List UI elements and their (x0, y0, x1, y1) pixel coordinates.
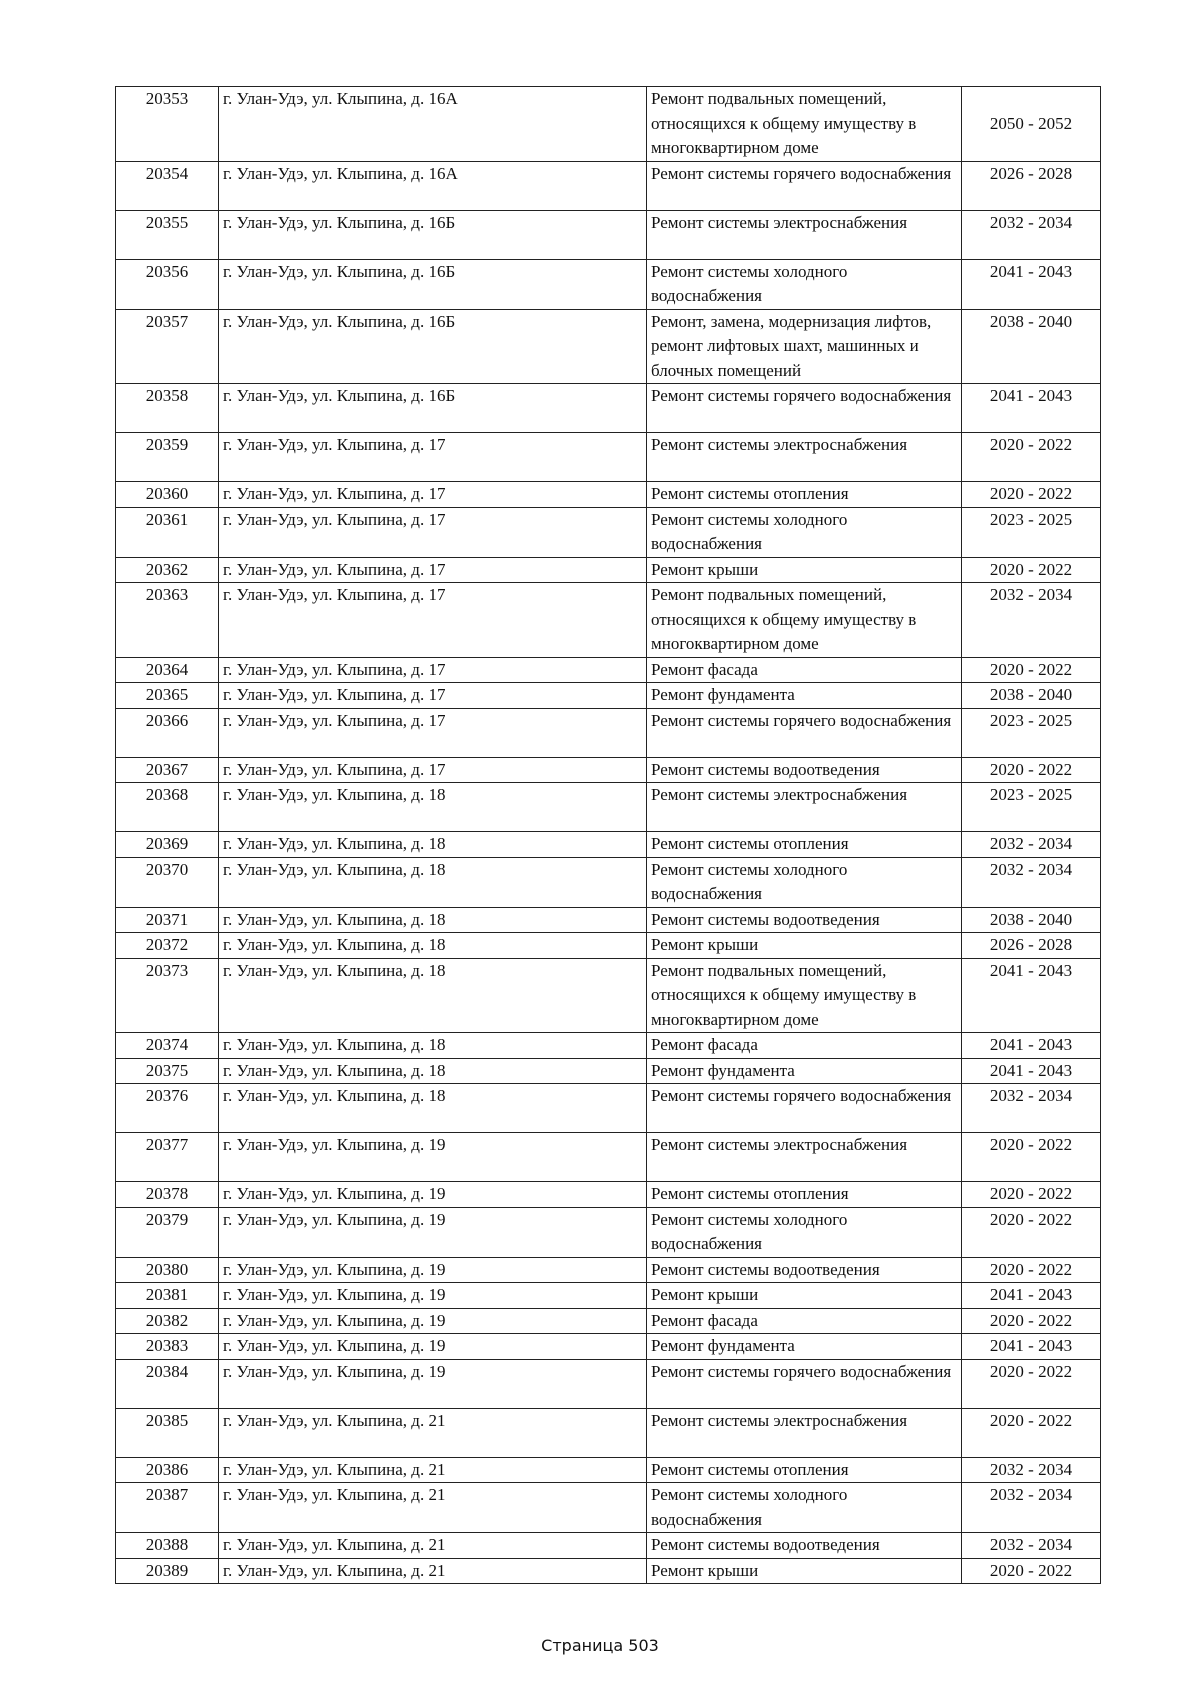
row-work-type: Ремонт системы холодного водоснабжения (647, 259, 962, 309)
row-years: 2032 - 2034 (962, 583, 1101, 658)
row-address: г. Улан-Удэ, ул. Клыпина, д. 19 (219, 1359, 647, 1408)
row-number: 20387 (116, 1483, 219, 1533)
row-address: г. Улан-Удэ, ул. Клыпина, д. 19 (219, 1334, 647, 1360)
row-years: 2020 - 2022 (962, 1359, 1101, 1408)
row-number: 20371 (116, 907, 219, 933)
row-number: 20386 (116, 1457, 219, 1483)
row-years: 2038 - 2040 (962, 683, 1101, 709)
table-row (116, 1283, 1101, 1309)
row-years: 2020 - 2022 (962, 1308, 1101, 1334)
table-row (116, 933, 1101, 959)
row-work-type: Ремонт системы горячего водоснабжения (647, 161, 962, 210)
row-years: 2032 - 2034 (962, 1533, 1101, 1559)
row-work-type: Ремонт системы холодного водоснабжения (647, 857, 962, 907)
table-row (116, 1533, 1101, 1559)
row-work-type: Ремонт системы холодного водоснабжения (647, 1483, 962, 1533)
row-number: 20376 (116, 1084, 219, 1133)
row-years: 2020 - 2022 (962, 1558, 1101, 1584)
row-years: 2020 - 2022 (962, 657, 1101, 683)
row-address: г. Улан-Удэ, ул. Клыпина, д. 17 (219, 583, 647, 658)
table-row (116, 757, 1101, 783)
row-number: 20370 (116, 857, 219, 907)
row-address: г. Улан-Удэ, ул. Клыпина, д. 18 (219, 1058, 647, 1084)
row-number: 20380 (116, 1257, 219, 1283)
row-number: 20361 (116, 507, 219, 557)
table-row (116, 433, 1101, 482)
row-work-type: Ремонт системы водоотведения (647, 1533, 962, 1559)
row-address: г. Улан-Удэ, ул. Клыпина, д. 19 (219, 1283, 647, 1309)
row-work-type: Ремонт системы водоотведения (647, 907, 962, 933)
row-work-type: Ремонт системы холодного водоснабжения (647, 507, 962, 557)
row-address: г. Улан-Удэ, ул. Клыпина, д. 21 (219, 1558, 647, 1584)
row-number: 20373 (116, 958, 219, 1033)
row-number: 20381 (116, 1283, 219, 1309)
row-number: 20358 (116, 384, 219, 433)
row-address: г. Улан-Удэ, ул. Клыпина, д. 17 (219, 708, 647, 757)
row-address: г. Улан-Удэ, ул. Клыпина, д. 19 (219, 1308, 647, 1334)
row-years: 2020 - 2022 (962, 1207, 1101, 1257)
row-work-type: Ремонт системы горячего водоснабжения (647, 1359, 962, 1408)
row-address: г. Улан-Удэ, ул. Клыпина, д. 21 (219, 1408, 647, 1457)
row-number: 20357 (116, 309, 219, 384)
table-row (116, 1558, 1101, 1584)
row-number: 20353 (116, 87, 219, 162)
row-work-type: Ремонт фасада (647, 1308, 962, 1334)
table-row (116, 1408, 1101, 1457)
row-years: 2041 - 2043 (962, 958, 1101, 1033)
row-address: г. Улан-Удэ, ул. Клыпина, д. 18 (219, 832, 647, 858)
row-address: г. Улан-Удэ, ул. Клыпина, д. 17 (219, 482, 647, 508)
table-row (116, 857, 1101, 907)
row-address: г. Улан-Удэ, ул. Клыпина, д. 19 (219, 1207, 647, 1257)
row-address: г. Улан-Удэ, ул. Клыпина, д. 18 (219, 1084, 647, 1133)
row-work-type: Ремонт фундамента (647, 683, 962, 709)
row-address: г. Улан-Удэ, ул. Клыпина, д. 18 (219, 783, 647, 832)
row-work-type: Ремонт системы электроснабжения (647, 433, 962, 482)
row-address: г. Улан-Удэ, ул. Клыпина, д. 16Б (219, 309, 647, 384)
row-work-type: Ремонт крыши (647, 933, 962, 959)
table-row (116, 1084, 1101, 1133)
table-row (116, 907, 1101, 933)
row-number: 20369 (116, 832, 219, 858)
table-row (116, 557, 1101, 583)
row-years: 2032 - 2034 (962, 832, 1101, 858)
row-number: 20378 (116, 1182, 219, 1208)
row-years: 2032 - 2034 (962, 857, 1101, 907)
row-number: 20367 (116, 757, 219, 783)
row-address: г. Улан-Удэ, ул. Клыпина, д. 17 (219, 657, 647, 683)
row-years: 2026 - 2028 (962, 161, 1101, 210)
row-years: 2023 - 2025 (962, 708, 1101, 757)
table-row (116, 783, 1101, 832)
table-row (116, 507, 1101, 557)
row-address: г. Улан-Удэ, ул. Клыпина, д. 17 (219, 683, 647, 709)
row-years: 2020 - 2022 (962, 1182, 1101, 1208)
row-years: 2041 - 2043 (962, 1033, 1101, 1059)
row-address: г. Улан-Удэ, ул. Клыпина, д. 18 (219, 958, 647, 1033)
table-row (116, 309, 1101, 384)
table-row (116, 87, 1101, 162)
row-address: г. Улан-Удэ, ул. Клыпина, д. 18 (219, 857, 647, 907)
row-address: г. Улан-Удэ, ул. Клыпина, д. 18 (219, 1033, 647, 1059)
table-row (116, 958, 1101, 1033)
row-number: 20385 (116, 1408, 219, 1457)
row-number: 20372 (116, 933, 219, 959)
table-row (116, 210, 1101, 259)
row-years: 2041 - 2043 (962, 1283, 1101, 1309)
row-years: 2020 - 2022 (962, 1257, 1101, 1283)
row-number: 20377 (116, 1133, 219, 1182)
row-work-type: Ремонт системы горячего водоснабжения (647, 384, 962, 433)
row-work-type: Ремонт системы горячего водоснабжения (647, 708, 962, 757)
row-work-type: Ремонт фундамента (647, 1058, 962, 1084)
row-number: 20368 (116, 783, 219, 832)
row-years: 2020 - 2022 (962, 557, 1101, 583)
row-number: 20359 (116, 433, 219, 482)
row-work-type: Ремонт системы отопления (647, 482, 962, 508)
table-row (116, 1133, 1101, 1182)
row-years: 2032 - 2034 (962, 1457, 1101, 1483)
row-number: 20366 (116, 708, 219, 757)
row-number: 20379 (116, 1207, 219, 1257)
row-work-type: Ремонт подвальных помещений, относящихся к общему имуществу в многоквартирном доме (647, 583, 962, 658)
row-years: 2041 - 2043 (962, 1334, 1101, 1360)
row-years: 2032 - 2034 (962, 1483, 1101, 1533)
table-row (116, 708, 1101, 757)
row-address: г. Улан-Удэ, ул. Клыпина, д. 21 (219, 1457, 647, 1483)
row-work-type: Ремонт системы электроснабжения (647, 783, 962, 832)
table-row (116, 1359, 1101, 1408)
row-number: 20362 (116, 557, 219, 583)
row-work-type: Ремонт системы холодного водоснабжения (647, 1207, 962, 1257)
row-number: 20360 (116, 482, 219, 508)
row-years: 2020 - 2022 (962, 1408, 1101, 1457)
row-work-type: Ремонт крыши (647, 1283, 962, 1309)
row-years: 2038 - 2040 (962, 309, 1101, 384)
row-years: 2023 - 2025 (962, 507, 1101, 557)
row-work-type: Ремонт подвальных помещений, относящихся к общему имуществу в многоквартирном доме (647, 87, 962, 162)
row-years: 2041 - 2043 (962, 384, 1101, 433)
row-number: 20355 (116, 210, 219, 259)
row-years: 2020 - 2022 (962, 433, 1101, 482)
row-address: г. Улан-Удэ, ул. Клыпина, д. 17 (219, 507, 647, 557)
row-work-type: Ремонт системы отопления (647, 1182, 962, 1208)
row-number: 20383 (116, 1334, 219, 1360)
row-address: г. Улан-Удэ, ул. Клыпина, д. 19 (219, 1133, 647, 1182)
table-row (116, 1033, 1101, 1059)
row-years: 2038 - 2040 (962, 907, 1101, 933)
row-work-type: Ремонт системы отопления (647, 832, 962, 858)
row-work-type: Ремонт фасада (647, 1033, 962, 1059)
row-work-type: Ремонт системы отопления (647, 1457, 962, 1483)
row-years: 2041 - 2043 (962, 1058, 1101, 1084)
row-number: 20382 (116, 1308, 219, 1334)
table-row (116, 259, 1101, 309)
table-row (116, 384, 1101, 433)
table-row (116, 161, 1101, 210)
row-address: г. Улан-Удэ, ул. Клыпина, д. 16Б (219, 259, 647, 309)
row-address: г. Улан-Удэ, ул. Клыпина, д. 21 (219, 1533, 647, 1559)
row-address: г. Улан-Удэ, ул. Клыпина, д. 17 (219, 433, 647, 482)
table-row (116, 1257, 1101, 1283)
row-number: 20375 (116, 1058, 219, 1084)
row-address: г. Улан-Удэ, ул. Клыпина, д. 19 (219, 1182, 647, 1208)
row-years: 2041 - 2043 (962, 259, 1101, 309)
row-years: 2050 - 2052 (962, 87, 1101, 162)
row-number: 20389 (116, 1558, 219, 1584)
row-number: 20363 (116, 583, 219, 658)
row-number: 20384 (116, 1359, 219, 1408)
row-number: 20388 (116, 1533, 219, 1559)
row-work-type: Ремонт системы электроснабжения (647, 210, 962, 259)
row-address: г. Улан-Удэ, ул. Клыпина, д. 18 (219, 933, 647, 959)
row-years: 2032 - 2034 (962, 1084, 1101, 1133)
row-work-type: Ремонт системы водоотведения (647, 1257, 962, 1283)
table-row (116, 657, 1101, 683)
row-address: г. Улан-Удэ, ул. Клыпина, д. 17 (219, 757, 647, 783)
row-years: 2032 - 2034 (962, 210, 1101, 259)
row-work-type: Ремонт фасада (647, 657, 962, 683)
row-number: 20354 (116, 161, 219, 210)
page-number: Страница 503 (541, 1636, 659, 1655)
table-row (116, 1308, 1101, 1334)
row-number: 20356 (116, 259, 219, 309)
table-row (116, 482, 1101, 508)
table-row (116, 1058, 1101, 1084)
row-work-type: Ремонт системы электроснабжения (647, 1408, 962, 1457)
row-address: г. Улан-Удэ, ул. Клыпина, д. 19 (219, 1257, 647, 1283)
row-number: 20374 (116, 1033, 219, 1059)
row-work-type: Ремонт подвальных помещений, относящихся к общему имуществу в многоквартирном доме (647, 958, 962, 1033)
row-years: 2020 - 2022 (962, 482, 1101, 508)
table-body (116, 87, 1101, 1584)
row-years: 2026 - 2028 (962, 933, 1101, 959)
row-address: г. Улан-Удэ, ул. Клыпина, д. 16Б (219, 384, 647, 433)
row-address: г. Улан-Удэ, ул. Клыпина, д. 16А (219, 161, 647, 210)
table-row (116, 583, 1101, 658)
table-row (116, 1334, 1101, 1360)
row-work-type: Ремонт крыши (647, 1558, 962, 1584)
row-years: 2023 - 2025 (962, 783, 1101, 832)
row-work-type: Ремонт системы горячего водоснабжения (647, 1084, 962, 1133)
row-address: г. Улан-Удэ, ул. Клыпина, д. 18 (219, 907, 647, 933)
row-number: 20365 (116, 683, 219, 709)
row-years: 2020 - 2022 (962, 757, 1101, 783)
row-address: г. Улан-Удэ, ул. Клыпина, д. 16Б (219, 210, 647, 259)
repair-schedule-table (115, 86, 1101, 1584)
row-work-type: Ремонт системы водоотведения (647, 757, 962, 783)
row-work-type: Ремонт, замена, модернизация лифтов, ремонт лифтовых шахт, машинных и блочных помещений (647, 309, 962, 384)
table-row (116, 1207, 1101, 1257)
row-address: г. Улан-Удэ, ул. Клыпина, д. 16А (219, 87, 647, 162)
row-address: г. Улан-Удэ, ул. Клыпина, д. 21 (219, 1483, 647, 1533)
table-row (116, 683, 1101, 709)
table-row (116, 1457, 1101, 1483)
table-row (116, 832, 1101, 858)
row-address: г. Улан-Удэ, ул. Клыпина, д. 17 (219, 557, 647, 583)
row-work-type: Ремонт системы электроснабжения (647, 1133, 962, 1182)
row-number: 20364 (116, 657, 219, 683)
row-work-type: Ремонт крыши (647, 557, 962, 583)
row-work-type: Ремонт фундамента (647, 1334, 962, 1360)
row-years: 2020 - 2022 (962, 1133, 1101, 1182)
table-row (116, 1483, 1101, 1533)
table-row (116, 1182, 1101, 1208)
